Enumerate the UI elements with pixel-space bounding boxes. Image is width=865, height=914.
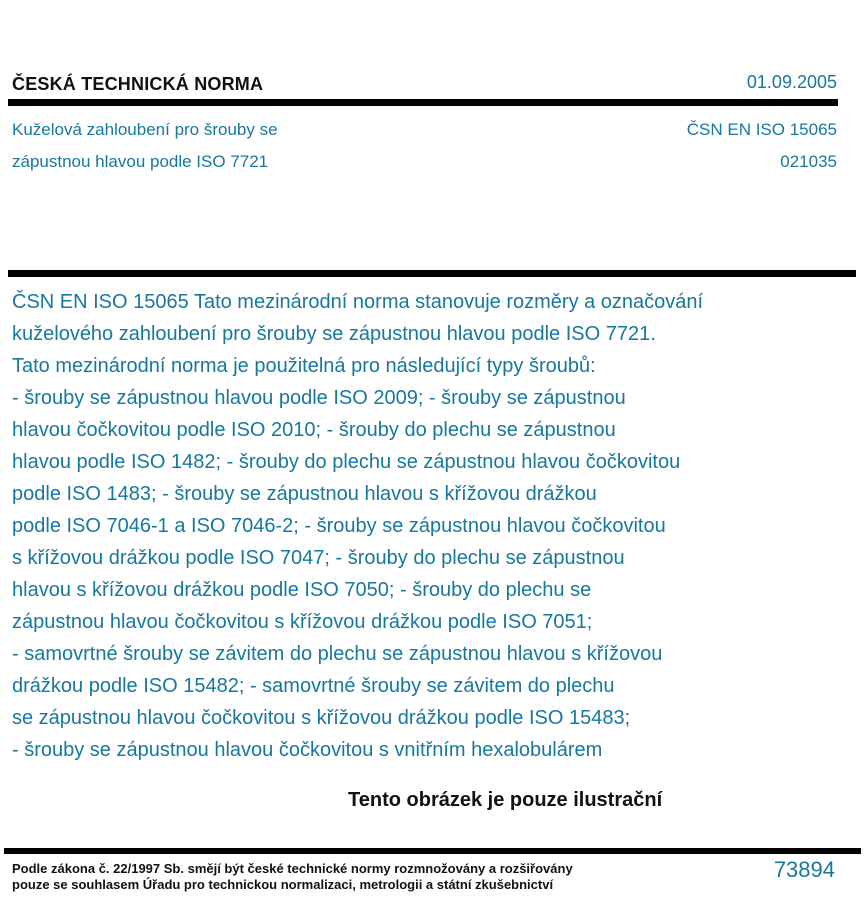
section-divider-rule xyxy=(8,270,856,277)
abstract-line: drážkou podle ISO 15482; - samovrtné šrouby se závitem do plechu xyxy=(12,675,615,697)
abstract-line: hlavou podle ISO 1482; - šrouby do plechu se zápustnou hlavou čočkovitou xyxy=(12,451,681,473)
abstract-line: se zápustnou hlavou čočkovitou s křížovou drážkou podle ISO 15483; xyxy=(12,707,631,729)
abstract-text xyxy=(12,286,832,766)
class-number: 021035 xyxy=(780,152,837,171)
publication-date: 01.09.2005 xyxy=(746,72,837,92)
abstract-line: hlavou čočkovitou podle ISO 2010; - šrouby do plechu se zápustnou xyxy=(12,419,616,441)
abstract-line: podle ISO 1483; - šrouby se zápustnou hlavou s křížovou drážkou xyxy=(12,483,597,505)
abstract-line: podle ISO 7046-1 a ISO 7046-2; - šrouby se zápustnou hlavou čočkovitou xyxy=(12,515,666,537)
standard-name-line: Kuželová zahloubení pro šrouby se xyxy=(12,120,278,139)
standard-code: ČSN EN ISO 15065 xyxy=(686,120,837,139)
standard-name xyxy=(12,114,278,178)
standard-identifiers xyxy=(687,114,837,178)
footer-rule xyxy=(4,848,861,854)
legal-notice-line: Podle zákona č. 22/1997 Sb. smějí být české technické normy rozmnožovány a rozšiřovány xyxy=(12,861,573,876)
abstract-line: - šrouby se zápustnou hlavou čočkovitou s vnitřním hexalobulárem xyxy=(12,739,603,761)
abstract-line: - samovrtné šrouby se závitem do plechu se zápustnou hlavou s křížovou xyxy=(12,643,663,665)
abstract-line: - šrouby se zápustnou hlavou podle ISO 2009; - šrouby se zápustnou xyxy=(12,387,626,409)
standard-name-line: zápustnou hlavou podle ISO 7721 xyxy=(12,152,269,171)
legal-notice-line: pouze se souhlasem Úřadu pro technickou normalizaci, metrologii a státní zkušebnictví xyxy=(12,877,554,892)
abstract-line: Tato mezinárodní norma je použitelná pro následující typy šroubů: xyxy=(12,355,596,377)
illustration-note: Tento obrázek je pouze ilustrační xyxy=(348,789,663,811)
legal-notice xyxy=(12,861,573,893)
order-number: 73894 xyxy=(773,857,835,882)
abstract-line: zápustnou hlavou čočkovitou s křížovou drážkou podle ISO 7051; xyxy=(12,611,593,633)
abstract-line: kuželového zahloubení pro šrouby se zápustnou hlavou podle ISO 7721. xyxy=(12,323,656,345)
abstract-line: s křížovou drážkou podle ISO 7047; - šrouby do plechu se zápustnou xyxy=(12,547,625,569)
abstract-line: hlavou s křížovou drážkou podle ISO 7050; - šrouby do plechu se xyxy=(12,579,592,601)
header-rule xyxy=(8,99,838,106)
page-title: ČESKÁ TECHNICKÁ NORMA xyxy=(12,74,264,94)
abstract-line: ČSN EN ISO 15065 Tato mezinárodní norma stanovuje rozměry a označování xyxy=(12,291,704,313)
